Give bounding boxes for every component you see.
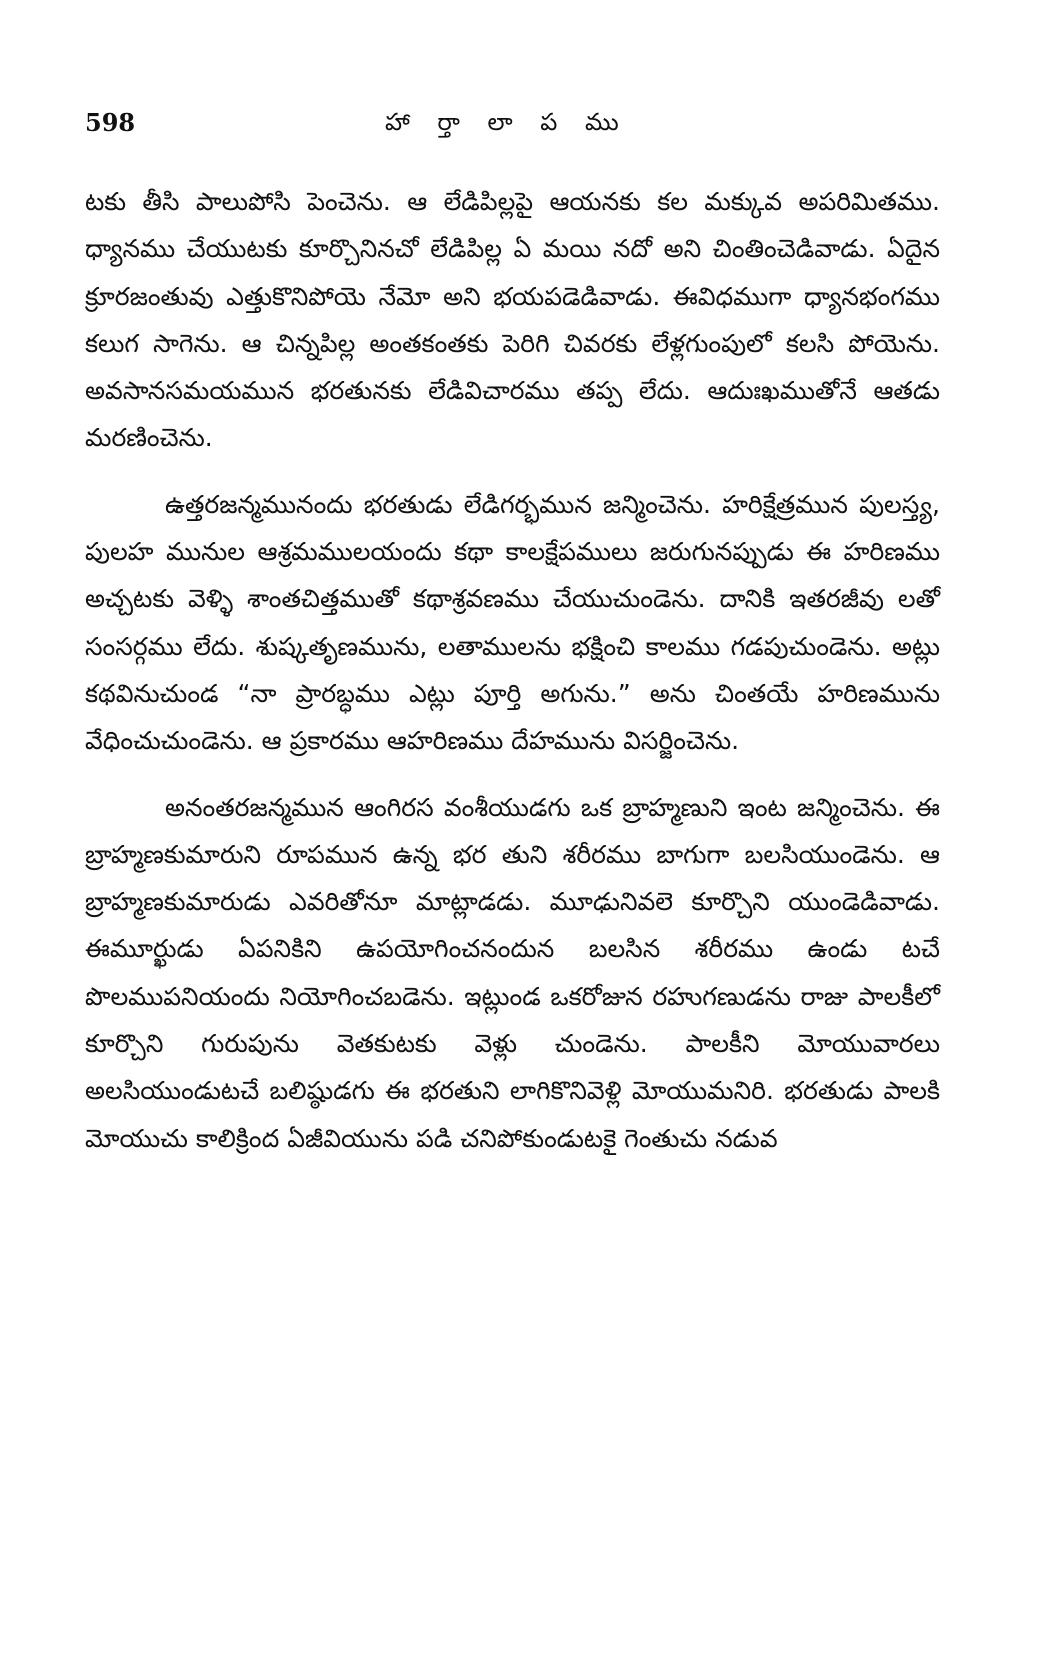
body-text bbox=[85, 178, 940, 1162]
paragraph: అనంతరజన్మమున ఆంగిరస వంశీయుడగు ఒక బ్రాహ్మణుని ఇంట జన్మించెను. ఈ బ్రాహ్మణకుమారుని రూపమున ఉన్న భర తుని శరీరము బాగుగా బలసియుండెను. ఆ బ్రాహ్మణకుమారుడు ఎవరితోనూ మాట్లాడడు. మూఢునివలె కూర్చొని యుండెడివాడు. ఈమూర్ఖుడు ఏపనికిని ఉపయోగించనందున బలసిన శరీరము ఉండు టచే పొలముపనియందు నియోగించబడెను. ఇట్లుండ ఒకరోజున రహుగణుడను రాజు పాలకీలో కూర్చొని గురుపును వెతకుటకు వెళ్లు చుండెను. పాలకీని మోయువారలు అలసియుండుటచే బలిష్ఠుడగు ఈ భరతుని లాగికొనివెళ్లి మోయుమనిరి. భరతుడు పాలకి మోయుచు కాలిక్రింద ఏజీవియును పడి చనిపోకుండుటకై గెంతుచు నడువ bbox=[85, 792, 940, 1153]
page-number: 598 bbox=[85, 108, 136, 137]
running-title: హా ర్తా లా ప ము bbox=[385, 108, 629, 136]
paragraph: టకు తీసి పాలుపోసి పెంచెను. ఆ లేడిపిల్లపై ఆయనకు కల మక్కువ అపరిమితము. ధ్యానము చేయుటకు కూర్చొనినచో లేడిపిల్ల ఏ మయి నదో అని చింతించెడివాడు. ఏదైన క్రూరజంతువు ఎత్తుకొనిపోయె నేమో అని భయపడెడివాడు. ఈవిధముగా ధ్యానభంగము కలుగ సాగెను. ఆ చిన్నపిల్ల అంతకంతకు పెరిగి చివరకు లేళ్లగుంపులో కలసి పోయెను. అవసానసమయమున భరతునకు లేడివిచారము తప్ప లేదు. ఆదుఃఖముతోనే ఆతడు మరణించెను. bbox=[85, 187, 940, 453]
page-header bbox=[85, 108, 945, 148]
paragraph: ఉత్తరజన్మమునందు భరతుడు లేడిగర్భమున జన్మించెను. హరిక్షేత్రమున పులస్త్య, పులహ మునుల ఆశ్రమములయందు కథా కాలక్షేపములు జరుగునప్పుడు ఈ హరిణము అచ్చటకు వెళ్ళి శాంతచిత్తముతో కథాశ్రవణము చేయుచుండెను. దానికి ఇతరజీవు లతో సంసర్గము లేదు. శుష్కతృణమును, లతాములను భక్షించి కాలము గడపుచుండెను. అట్లు కథవినుచుండ “నా ప్రారబ్ధము ఎట్లు పూర్తి అగును.” అను చింతయే హరిణమును వేధించుచుండెను. ఆ ప్రకారము ఆహరిణము దేహమును విసర్జించెను. bbox=[85, 489, 940, 756]
